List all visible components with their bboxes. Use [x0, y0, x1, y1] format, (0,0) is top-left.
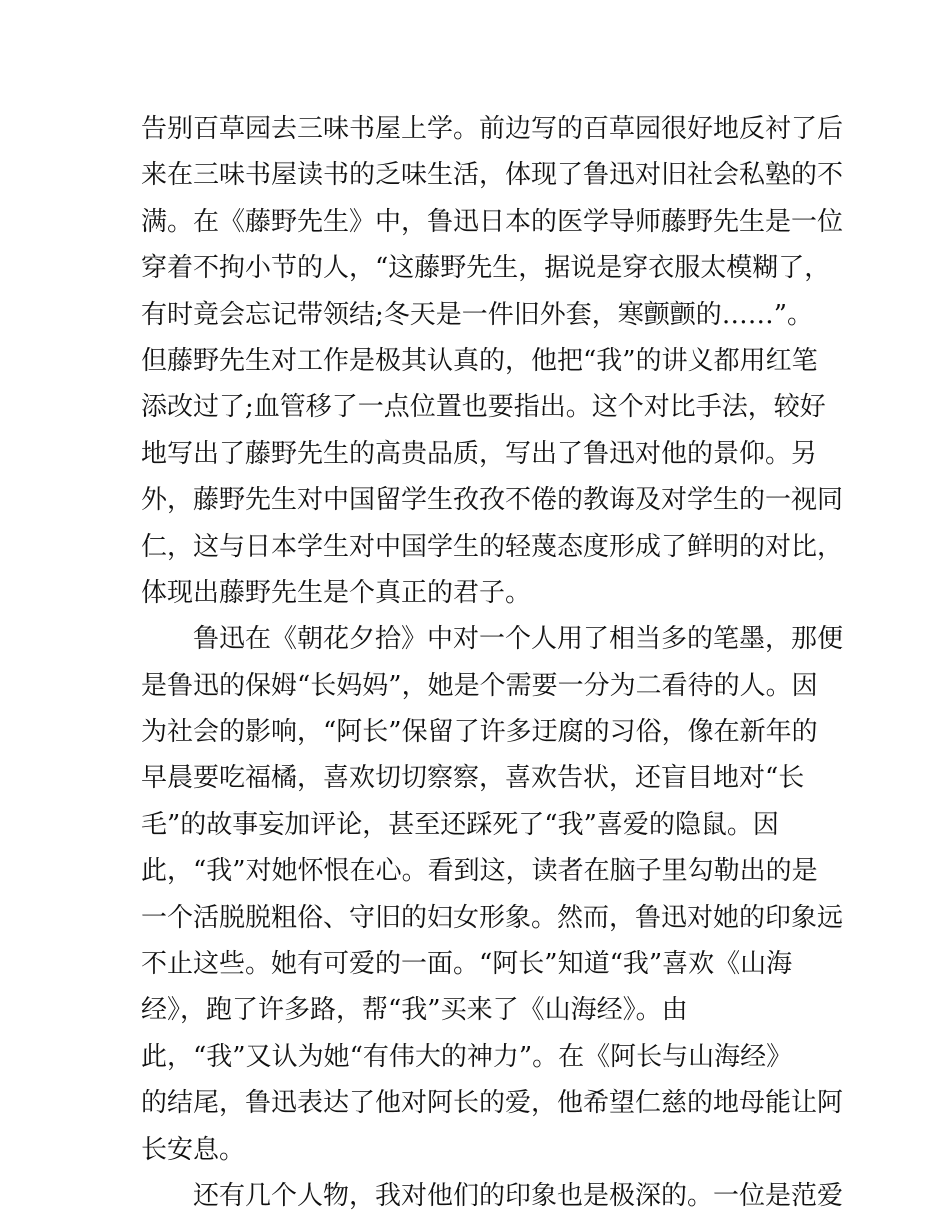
text-line: 还有几个人物，我对他们的印象也是极深的。一位是范爱	[193, 1180, 844, 1211]
text-line: 此，“我”对她怀恨在心。看到这，读者在脑子里勾勒出的是	[141, 856, 818, 887]
text-line: 体现出藤野先生是个真正的君子。	[141, 577, 532, 608]
text-line: 来在三味书屋读书的乏味生活，体现了鲁迅对旧社会私塾的不	[141, 160, 844, 191]
text-line: 的结尾，鲁迅表达了他对阿长的爱，他希望仁慈的地母能让阿	[141, 1088, 844, 1119]
text-line: 为社会的影响，“阿长”保留了许多迂腐的习俗，像在新年的	[141, 717, 818, 748]
text-line: 仁，这与日本学生对中国学生的轻蔑态度形成了鲜明的对比，	[141, 531, 844, 562]
text-line: 长安息。	[141, 1134, 246, 1165]
text-line: 此，“我”又认为她“有伟大的神力”。在《阿长与山海经》	[141, 1041, 793, 1072]
text-line: 鲁迅在《朝花夕拾》中对一个人用了相当多的笔墨，那便	[193, 624, 844, 655]
text-line: 是鲁迅的保姆“长妈妈”，她是个需要一分为二看待的人。因	[141, 670, 818, 701]
text-line: 告别百草园去三味书屋上学。前边写的百草园很好地反衬了后	[141, 114, 844, 144]
text-line: 有时竟会忘记带领结;冬天是一件旧外套，寒颤颤的……”。	[141, 299, 814, 330]
text-line: 地写出了藤野先生的高贵品质，写出了鲁迅对他的景仰。另	[141, 438, 818, 469]
text-line: 早晨要吃福橘，喜欢切切察察，喜欢告状，还盲目地对“长	[141, 763, 805, 794]
text-line: 不止这些。她有可爱的一面。“阿长”知道“我”喜欢《山海	[141, 949, 793, 980]
text-line: 毛”的故事妄加评论，甚至还踩死了“我”喜爱的隐鼠。因	[141, 809, 779, 840]
text-line: 满。在《藤野先生》中，鲁迅日本的医学导师藤野先生是一位	[141, 206, 844, 237]
text-line: 但藤野先生对工作是极其认真的，他把“我”的讲义都用红笔	[141, 345, 818, 376]
text-line: 添改过了;血管移了一点位置也要指出。这个对比手法，较好	[141, 392, 826, 423]
text-line: 外，藤野先生对中国留学生孜孜不倦的教诲及对学生的一视同	[141, 485, 844, 516]
document-body	[141, 106, 844, 1219]
text-line: 穿着不拘小节的人，“这藤野先生，据说是穿衣服太模糊了，	[141, 253, 831, 284]
text-line: 一个活脱脱粗俗、守旧的妇女形象。然而，鲁迅对她的印象远	[141, 902, 844, 933]
text-line: 经》，跑了许多路，帮“我”买来了《山海经》。由	[141, 995, 688, 1026]
